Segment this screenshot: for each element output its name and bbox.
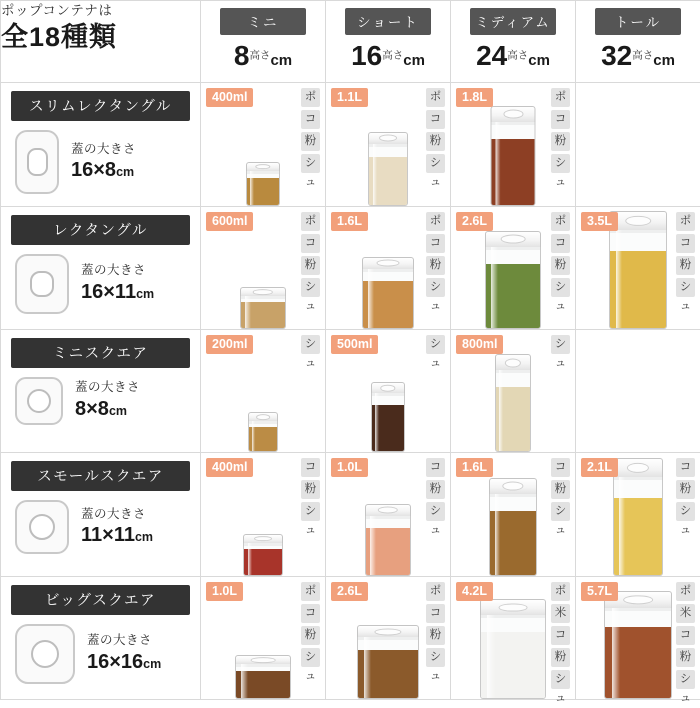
product-cell-r1-c1	[326, 206, 451, 329]
container-image-r4-c0	[235, 655, 291, 699]
container-image-r4-c1	[357, 625, 419, 699]
usage-tags-r1-c0	[301, 212, 320, 297]
capacity-badge-r0-c0: 400ml	[206, 88, 253, 107]
usage-tag-r1-c3-3: シュ	[676, 278, 695, 297]
usage-tags-r3-c2	[551, 458, 570, 521]
column-name-0: ミニ	[220, 8, 306, 35]
product-cell-r3-c0	[201, 453, 326, 576]
usage-tag-r1-c2-1: コ	[551, 234, 570, 253]
usage-tag-r4-c0-3: シュ	[301, 648, 320, 667]
container-image-r3-c1	[365, 504, 411, 576]
usage-tag-r0-c2-3: シュ	[551, 154, 570, 173]
lid-info-4	[1, 624, 200, 684]
usage-tag-r4-c2-1: 米	[551, 604, 570, 623]
usage-tag-r4-c3-1: 米	[676, 604, 695, 623]
usage-tag-r2-c0-0: シュ	[301, 335, 320, 354]
product-cell-r2-c0	[201, 329, 326, 452]
lid-info-0	[1, 130, 200, 194]
lid-size-value-2: 8×8	[75, 398, 109, 420]
usage-tag-r4-c2-2: コ	[551, 626, 570, 645]
usage-tag-r0-c1-3: シュ	[426, 154, 445, 173]
product-cell-r3-c1	[326, 453, 451, 576]
container-image-r3-c2	[489, 478, 537, 576]
product-row	[1, 453, 700, 576]
usage-tag-r4-c0-1: コ	[301, 604, 320, 623]
usage-tag-r1-c3-1: コ	[676, 234, 695, 253]
usage-tag-r4-c3-4: シュ	[676, 670, 695, 689]
column-height-label-2: 高さ	[507, 50, 528, 62]
usage-tag-r4-c3-3: 粉	[676, 648, 695, 667]
product-cell-r3-c2	[451, 453, 576, 576]
usage-tag-r0-c0-2: 粉	[301, 132, 320, 151]
usage-tag-r0-c0-1: コ	[301, 110, 320, 129]
usage-tag-r1-c1-2: 粉	[426, 256, 445, 275]
container-image-r1-c0	[240, 287, 286, 329]
usage-tag-r1-c1-0: ポ	[426, 212, 445, 231]
product-cell-r2-c1	[326, 329, 451, 452]
product-cell-r0-c2	[451, 83, 576, 206]
lid-size-label-3: 蓋の大きさ	[81, 506, 153, 523]
usage-tag-r3-c1-2: シュ	[426, 502, 445, 521]
usage-tag-r3-c1-0: コ	[426, 458, 445, 477]
usage-tag-r1-c0-1: コ	[301, 234, 320, 253]
container-image-r0-c0	[246, 162, 280, 206]
product-name-3: スモールスクエア	[11, 461, 190, 491]
lid-info-2	[1, 377, 200, 425]
usage-tag-r3-c1-1: 粉	[426, 480, 445, 499]
product-row	[1, 329, 700, 452]
capacity-badge-r2-c1: 500ml	[331, 335, 378, 354]
column-height-label-1: 高さ	[382, 50, 403, 62]
usage-tags-r1-c1	[426, 212, 445, 297]
lid-size-value-1: 16×11	[81, 281, 136, 303]
capacity-badge-r1-c2: 2.6L	[456, 212, 493, 231]
product-cell-r2-c2	[451, 329, 576, 452]
usage-tag-r1-c3-0: ポ	[676, 212, 695, 231]
lid-info-1	[1, 254, 200, 314]
usage-tags-r2-c2	[551, 335, 570, 354]
container-image-r4-c3	[604, 591, 672, 699]
usage-tag-r4-c1-3: シュ	[426, 648, 445, 667]
chart-title-cell	[1, 1, 201, 83]
usage-tags-r3-c3	[676, 458, 695, 521]
capacity-badge-r2-c0: 200ml	[206, 335, 253, 354]
usage-tag-r4-c1-2: 粉	[426, 626, 445, 645]
lid-size-value-0: 16×8	[71, 159, 116, 181]
column-height-0: 8	[234, 40, 250, 71]
usage-tag-r2-c1-0: シュ	[426, 335, 445, 354]
lid-size-label-4: 蓋の大きさ	[87, 632, 161, 649]
usage-tag-r4-c0-0: ポ	[301, 582, 320, 601]
capacity-badge-r1-c0: 600ml	[206, 212, 253, 231]
container-image-r2-c0	[248, 412, 278, 452]
usage-tag-r0-c2-2: 粉	[551, 132, 570, 151]
usage-tag-r3-c0-0: コ	[301, 458, 320, 477]
column-height-label-3: 高さ	[632, 50, 653, 62]
usage-tag-r1-c2-2: 粉	[551, 256, 570, 275]
usage-tag-r0-c2-1: コ	[551, 110, 570, 129]
column-header-2	[451, 1, 576, 83]
lid-size-unit-1: cm	[136, 287, 154, 301]
usage-tag-r4-c1-0: ポ	[426, 582, 445, 601]
product-name-1: レクタングル	[11, 215, 190, 245]
column-height-3: 32	[601, 40, 632, 71]
usage-tags-r4-c2	[551, 582, 570, 689]
capacity-badge-r0-c2: 1.8L	[456, 88, 493, 107]
column-header-3	[576, 1, 700, 83]
container-image-r3-c0	[243, 534, 283, 576]
column-height-2: 24	[476, 40, 507, 71]
capacity-badge-r1-c3: 3.5L	[581, 212, 618, 231]
product-cell-r1-c3	[576, 206, 700, 329]
usage-tags-r0-c1	[426, 88, 445, 173]
usage-tag-r1-c2-0: ポ	[551, 212, 570, 231]
lid-size-unit-2: cm	[109, 404, 127, 418]
product-row	[1, 206, 700, 329]
product-row	[1, 576, 700, 699]
capacity-badge-r4-c2: 4.2L	[456, 582, 493, 601]
usage-tag-r3-c3-1: 粉	[676, 480, 695, 499]
usage-tag-r0-c0-3: シュ	[301, 154, 320, 173]
lid-shape-icon-3	[15, 500, 69, 554]
product-cell-r3-c3	[576, 453, 700, 576]
capacity-badge-r0-c1: 1.1L	[331, 88, 368, 107]
lid-size-value-3: 11×11	[81, 524, 135, 546]
column-unit-1: cm	[403, 52, 425, 69]
column-name-2: ミディアム	[470, 8, 556, 35]
lid-size-unit-3: cm	[135, 530, 153, 544]
header-row	[1, 1, 700, 83]
column-unit-3: cm	[653, 52, 675, 69]
usage-tags-r2-c1	[426, 335, 445, 354]
usage-tags-r3-c1	[426, 458, 445, 521]
usage-tag-r1-c0-0: ポ	[301, 212, 320, 231]
product-cell-r0-c1	[326, 83, 451, 206]
container-image-r1-c2	[485, 231, 541, 329]
usage-tag-r0-c0-0: ポ	[301, 88, 320, 107]
product-cell-r0-c0	[201, 83, 326, 206]
product-cell-r4-c2	[451, 576, 576, 699]
capacity-badge-r4-c3: 5.7L	[581, 582, 618, 601]
column-height-1: 16	[351, 40, 382, 71]
column-unit-2: cm	[528, 52, 550, 69]
lid-shape-icon-0	[15, 130, 59, 194]
lid-shape-icon-1	[15, 254, 69, 314]
usage-tag-r3-c2-2: シュ	[551, 502, 570, 521]
product-cell-r0-c3	[576, 83, 700, 206]
product-label-cell-4	[1, 576, 201, 699]
capacity-badge-r3-c1: 1.0L	[331, 458, 368, 477]
lid-shape-icon-2	[15, 377, 63, 425]
capacity-badge-r4-c1: 2.6L	[331, 582, 368, 601]
product-label-cell-2	[1, 329, 201, 452]
usage-tag-r2-c2-0: シュ	[551, 335, 570, 354]
capacity-badge-r1-c1: 1.6L	[331, 212, 368, 231]
usage-tag-r0-c1-2: 粉	[426, 132, 445, 151]
product-label-cell-1	[1, 206, 201, 329]
lid-size-unit-4: cm	[143, 657, 161, 671]
chart-title-line1: ポップコンテナは	[1, 1, 200, 21]
usage-tags-r0-c2	[551, 88, 570, 173]
product-cell-r4-c0	[201, 576, 326, 699]
usage-tag-r4-c2-4: シュ	[551, 670, 570, 689]
usage-tag-r3-c0-2: シュ	[301, 502, 320, 521]
capacity-badge-r4-c0: 1.0L	[206, 582, 243, 601]
lid-size-label-1: 蓋の大きさ	[81, 262, 154, 279]
lid-size-label-2: 蓋の大きさ	[75, 379, 140, 396]
usage-tag-r0-c1-0: ポ	[426, 88, 445, 107]
product-cell-r1-c0	[201, 206, 326, 329]
usage-tag-r3-c2-0: コ	[551, 458, 570, 477]
column-name-3: トール	[595, 8, 681, 35]
column-name-1: ショート	[345, 8, 431, 35]
capacity-badge-r3-c3: 2.1L	[581, 458, 618, 477]
usage-tag-r1-c2-3: シュ	[551, 278, 570, 297]
product-name-2: ミニスクエア	[11, 338, 190, 368]
container-image-r0-c1	[368, 132, 408, 206]
column-unit-0: cm	[270, 52, 292, 69]
column-height-label-0: 高さ	[249, 50, 270, 62]
usage-tag-r4-c2-0: ポ	[551, 582, 570, 601]
product-label-cell-0	[1, 83, 201, 206]
capacity-badge-r3-c0: 400ml	[206, 458, 253, 477]
container-image-r4-c2	[480, 599, 546, 699]
product-row	[1, 83, 700, 206]
usage-tag-r4-c3-2: コ	[676, 626, 695, 645]
usage-tag-r3-c0-1: 粉	[301, 480, 320, 499]
product-label-cell-3	[1, 453, 201, 576]
product-cell-r1-c2	[451, 206, 576, 329]
usage-tag-r0-c2-0: ポ	[551, 88, 570, 107]
capacity-badge-r3-c2: 1.6L	[456, 458, 493, 477]
usage-tag-r1-c1-1: コ	[426, 234, 445, 253]
container-image-r1-c1	[362, 257, 414, 329]
lid-size-value-4: 16×16	[87, 651, 143, 673]
usage-tags-r1-c2	[551, 212, 570, 297]
container-image-r0-c2	[491, 106, 536, 206]
lid-info-3	[1, 500, 200, 554]
lid-shape-icon-4	[15, 624, 75, 684]
usage-tag-r4-c1-1: コ	[426, 604, 445, 623]
usage-tags-r2-c0	[301, 335, 320, 354]
product-cell-r2-c3	[576, 329, 700, 452]
usage-tags-r3-c0	[301, 458, 320, 521]
container-image-r2-c1	[371, 382, 405, 452]
usage-tag-r4-c0-2: 粉	[301, 626, 320, 645]
product-name-0: スリムレクタングル	[11, 91, 190, 121]
lid-size-label-0: 蓋の大きさ	[71, 141, 136, 158]
container-image-r2-c2	[495, 354, 531, 452]
usage-tags-r4-c1	[426, 582, 445, 667]
usage-tag-r3-c3-2: シュ	[676, 502, 695, 521]
product-cell-r4-c1	[326, 576, 451, 699]
product-name-4: ビッグスクエア	[11, 585, 190, 615]
usage-tags-r1-c3	[676, 212, 695, 297]
lid-size-unit-0: cm	[116, 165, 134, 179]
usage-tag-r3-c2-1: 粉	[551, 480, 570, 499]
usage-tags-r4-c3	[676, 582, 695, 689]
usage-tags-r4-c0	[301, 582, 320, 667]
usage-tag-r1-c0-3: シュ	[301, 278, 320, 297]
product-cell-r4-c3	[576, 576, 700, 699]
usage-tags-r0-c0	[301, 88, 320, 173]
usage-tag-r1-c3-2: 粉	[676, 256, 695, 275]
column-header-0	[201, 1, 326, 83]
chart-title-line2: 全18種類	[1, 21, 200, 55]
usage-tag-r3-c3-0: コ	[676, 458, 695, 477]
usage-tag-r0-c1-1: コ	[426, 110, 445, 129]
usage-tag-r4-c3-0: ポ	[676, 582, 695, 601]
usage-tag-r1-c0-2: 粉	[301, 256, 320, 275]
usage-tag-r1-c1-3: シュ	[426, 278, 445, 297]
capacity-badge-r2-c2: 800ml	[456, 335, 503, 354]
column-header-1	[326, 1, 451, 83]
usage-tag-r4-c2-3: 粉	[551, 648, 570, 667]
container-image-r3-c3	[613, 458, 663, 576]
